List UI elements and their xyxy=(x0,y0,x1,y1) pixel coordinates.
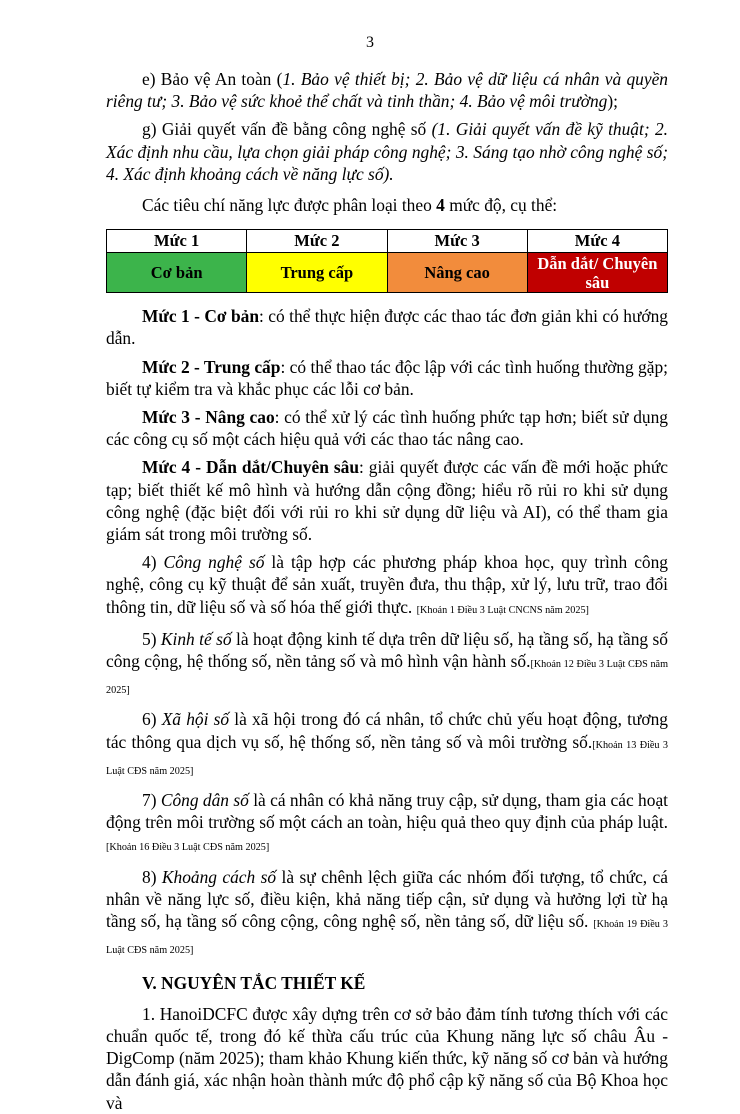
level-1-header: Mức 1 xyxy=(107,230,247,253)
item-e-paragraph xyxy=(106,68,668,112)
def-4-reference: [Khoản 1 Điều 3 Luật CNCNS năm 2025] xyxy=(416,604,589,616)
principle-1: 1. HanoiDCFC được xây dựng trên cơ sở bảo đảm tính tương thích với các chuẩn quốc tế, trong đó kế thừa cấu trúc của Khung năng lực số châu Âu - DigComp (năm 2025); tham khảo Khung kiến thức, kỹ năng số cơ bản và hướng dẫn đánh giá, xác nhận hoàn thành mức độ phổ cập kỹ năng số của Bộ Khoa học và xyxy=(106,1003,668,1113)
level-1-desc xyxy=(106,305,668,349)
def-6-reference: [Khoản 13 Điều 3 Luật CĐS năm 2025] xyxy=(106,739,668,777)
item-e-lead: e) Bảo vệ An toàn ( xyxy=(142,69,283,89)
def-5-term: Kinh tế số xyxy=(160,628,232,649)
item-g-list: (1. Giải quyết vấn đề kỹ thuật; 2. Xác định nhu cầu, lựa chọn giải pháp công nghệ; 3. Sáng tạo nhờ công nghệ số; 4. Xác định khoảng cách về năng lực số). xyxy=(106,119,669,184)
item-e-tail: ); xyxy=(607,91,618,112)
def-4-term: Công nghệ số xyxy=(163,552,265,573)
def-5-num: 5) xyxy=(142,628,161,649)
definition-digital-citizen xyxy=(106,789,668,860)
level-2-desc xyxy=(106,356,668,400)
levels-table xyxy=(106,229,668,293)
level-4-label: Mức 4 - Dẫn dắt/Chuyên sâu xyxy=(142,457,359,478)
item-e-list: 1. Bảo vệ thiết bị; 2. Bảo vệ dữ liệu cá nhân và quyền riêng tư; 3. Bảo vệ sức khoẻ thể chất và tinh thần; 4. Bảo vệ môi trường xyxy=(106,69,668,112)
level-1-label: Mức 1 - Cơ bản xyxy=(142,306,260,327)
level-2-header: Mức 2 xyxy=(247,230,387,253)
level-4-name: Dẫn dắt/ Chuyên sâu xyxy=(527,253,667,293)
levels-name-row xyxy=(107,253,668,293)
page-content xyxy=(106,68,668,1114)
def-7-text: là cá nhân có khả năng truy cập, sử dụng, tham gia các hoạt động trên môi trường số một cách an toàn, hiệu quả theo quy định của pháp luật. xyxy=(106,790,668,833)
level-1-text: : có thể thực hiện được các thao tác đơn giản khi có hướng dẫn. xyxy=(106,306,668,349)
def-6-text: là xã hội trong đó cá nhân, tổ chức chủ yếu hoạt động, tương tác thông qua dịch vụ số, hệ thống số, nền tảng số và môi trường số. xyxy=(106,709,668,752)
def-4-num: 4) xyxy=(142,552,164,573)
levels-header-row xyxy=(107,230,668,253)
level-2-text: : có thể thao tác độc lập với các tình huống thường gặp; biết tự kiểm tra và khắc phục các lỗi cơ bản. xyxy=(106,356,668,399)
level-3-label: Mức 3 - Nâng cao xyxy=(142,407,275,428)
level-3-desc xyxy=(106,406,668,450)
item-g-lead: g) Giải quyết vấn đề bằng công nghệ số xyxy=(142,119,432,140)
definition-digital-society xyxy=(106,708,668,783)
item-g-paragraph xyxy=(106,118,668,185)
definition-digital-technology xyxy=(106,551,668,622)
level-3-name: Nâng cao xyxy=(387,253,527,293)
level-4-text: : giải quyết được các vấn đề mới hoặc phức tạp; biết thiết kế mô hình và hướng dẫn cộng đồng; hiểu rõ rủi ro khi sử dụng công nghệ (đặc biệt đối với rủi ro khi sử dụng dữ liệu và AI), có thể tham gia giám sát trong môi trường số. xyxy=(106,457,668,545)
def-6-term: Xã hội số xyxy=(161,709,230,730)
def-8-num: 8) xyxy=(142,866,162,887)
def-7-num: 7) xyxy=(142,790,161,811)
levels-intro xyxy=(106,194,668,216)
def-8-term: Khoảng cách số xyxy=(161,866,277,887)
def-8-reference: [Khoản 19 Điều 3 Luật CĐS năm 2025] xyxy=(106,919,669,957)
def-4-text: là tập hợp các phương pháp khoa học, quy trình công nghệ, công cụ kỹ thuật để sản xuất, truyền đưa, thu thập, xử lý, lưu trữ, trao đổi thông tin, dữ liệu số và số hóa thế giới thực. xyxy=(106,552,669,617)
level-1-name: Cơ bản xyxy=(107,253,247,293)
level-2-name: Trung cấp xyxy=(247,253,387,293)
definition-digital-economy xyxy=(106,628,668,703)
page-number: 3 xyxy=(366,34,374,51)
level-3-header: Mức 3 xyxy=(387,230,527,253)
level-4-header: Mức 4 xyxy=(527,230,667,253)
levels-count: 4 xyxy=(436,195,445,216)
levels-intro-text: Các tiêu chí năng lực được phân loại theo xyxy=(142,195,437,216)
def-5-text: là hoạt động kinh tế dựa trên dữ liệu số, hạ tầng số, hạ tầng số công cộng, hệ thống số, nền tảng số và mô hình vận hành số. xyxy=(106,628,668,672)
levels-intro-tail: mức độ, cụ thể: xyxy=(444,195,558,216)
definition-digital-divide xyxy=(106,866,668,963)
def-8-text: là sự chênh lệch giữa các nhóm đối tượng, tổ chức, cá nhân về năng lực số, điều kiện, khả năng tiếp cận, sử dụng và hưởng lợi từ hạ tầng số, hạ tầng số công cộng, công nghệ số, nền tảng số, dữ liệu số. xyxy=(106,866,668,932)
section-heading: V. NGUYÊN TẮC THIẾT KẾ xyxy=(142,972,366,993)
def-6-num: 6) xyxy=(142,709,162,730)
def-7-reference: [Khoản 16 Điều 3 Luật CĐS năm 2025] xyxy=(106,842,270,854)
level-2-label: Mức 2 - Trung cấp xyxy=(142,356,281,377)
def-7-term: Công dân số xyxy=(160,790,249,811)
level-4-desc xyxy=(106,456,668,545)
level-3-text: : có thể xử lý các tình huống phức tạp hơn; biết sử dụng các công cụ số một cách hiệu quả với các thao tác nâng cao. xyxy=(106,407,668,450)
def-5-reference: [Khoản 12 Điều 3 Luật CĐS năm 2025] xyxy=(106,659,668,697)
